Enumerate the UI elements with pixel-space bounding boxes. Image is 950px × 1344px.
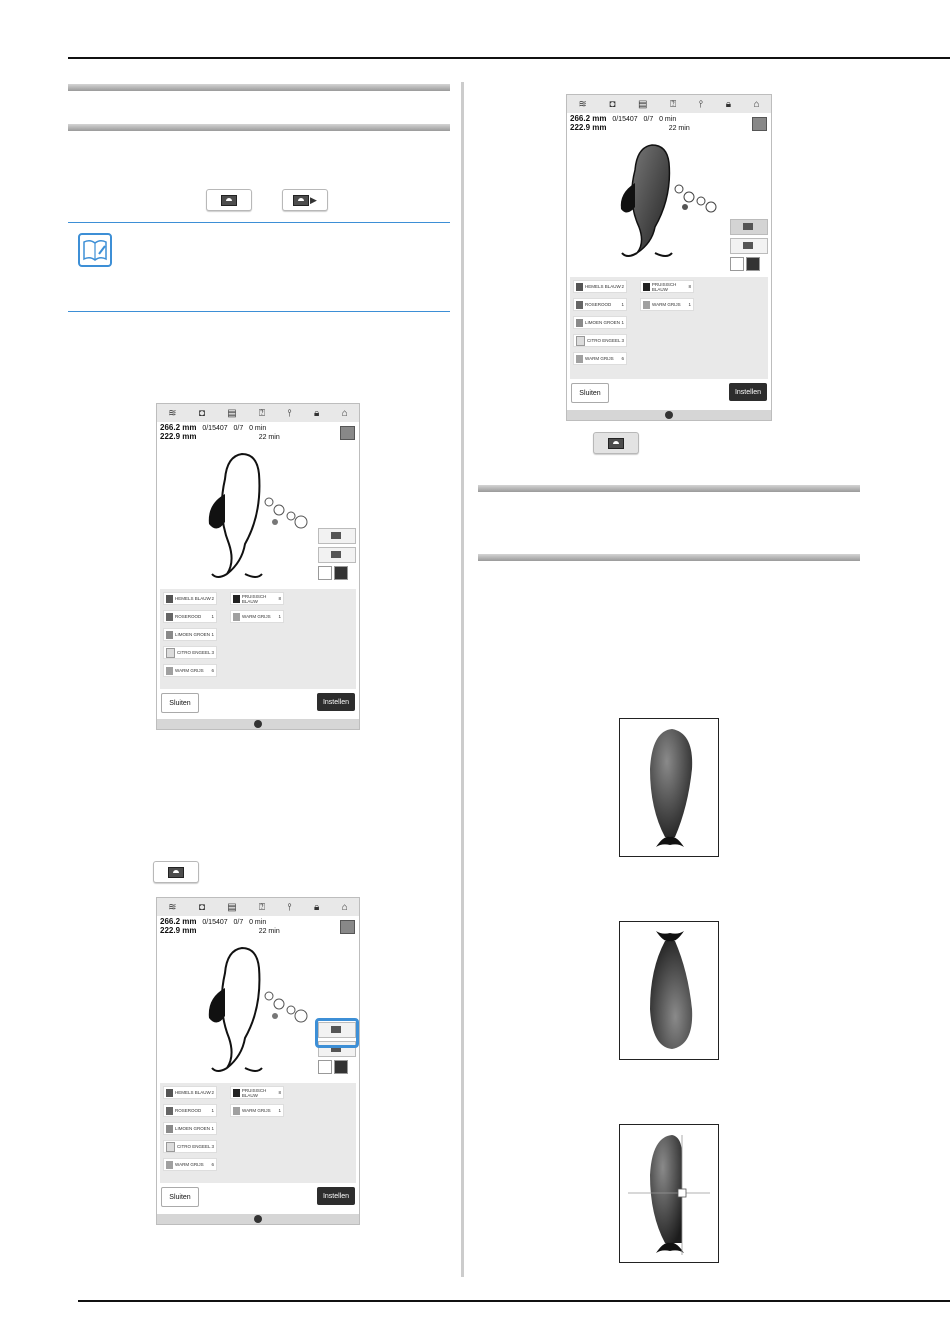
preview-arrow-button[interactable]	[730, 238, 768, 254]
camera-icon[interactable]: ◘	[198, 407, 205, 419]
thread-swatch	[233, 1107, 240, 1115]
lock-icon[interactable]: 🔒︎	[314, 901, 320, 913]
thread-swatch	[643, 283, 650, 291]
thread-item[interactable]: WARM GRIJS 1	[230, 610, 284, 623]
document-icon[interactable]: ▤	[227, 407, 237, 419]
set-button[interactable]: Instellen	[317, 693, 355, 711]
home-icon[interactable]: ⌂	[341, 407, 348, 419]
screen-normal	[156, 403, 360, 730]
camera-icon[interactable]: ◘	[198, 901, 205, 913]
thread-item[interactable]: WARM GRIJS 6	[163, 1158, 217, 1171]
image-preview-arrow-icon	[743, 242, 753, 249]
memo-line-top	[68, 222, 450, 223]
thread-swatch	[166, 1125, 173, 1133]
lock-icon[interactable]: 🔒︎	[314, 407, 320, 419]
thread-item[interactable]: HEMELS BLAUW 2	[573, 280, 627, 293]
memo-line-bottom	[68, 311, 450, 312]
thread-swatch	[576, 336, 585, 346]
thread-list	[160, 589, 356, 689]
thread-icon[interactable]: ⫯	[287, 407, 292, 419]
highlight-frame	[315, 1018, 359, 1048]
preview-button-active[interactable]	[730, 219, 768, 235]
image-preview-arrow-icon	[331, 551, 341, 558]
heading-bar-4	[478, 554, 860, 561]
screen-footer	[157, 719, 359, 729]
thread-swatch	[166, 1142, 175, 1152]
preview-key-button[interactable]	[206, 189, 252, 211]
thread-icon[interactable]: ⫯	[698, 98, 704, 110]
stitch-info: 266.2 mm 0/15407 0/7 0 min 222.9 mm 22 min	[570, 114, 690, 132]
screen-footer	[567, 410, 771, 420]
bg-white-button[interactable]	[318, 1060, 332, 1074]
thread-item[interactable]: HEMELS BLAUW 2	[163, 592, 217, 605]
thread-swatch	[166, 595, 173, 603]
preview-button[interactable]	[318, 528, 356, 544]
top-rule	[68, 57, 950, 59]
preview-image-flipped	[619, 921, 719, 1060]
thread-swatch	[576, 283, 583, 291]
thread-swatch	[576, 355, 583, 363]
screen-toolbar	[157, 898, 359, 916]
heading-bar-3	[478, 485, 860, 492]
thread-item[interactable]: ROSEROOD 1	[573, 298, 627, 311]
thread-swatch	[166, 648, 175, 658]
thread-item[interactable]: CITRO ENGEEL 3	[573, 334, 627, 347]
thread-swatch	[576, 319, 583, 327]
layout-icon[interactable]	[340, 920, 355, 934]
thread-item[interactable]: PRUISISCH BLAUW 8	[230, 1086, 284, 1099]
close-button[interactable]: Sluiten	[571, 383, 609, 403]
set-button[interactable]: Instellen	[317, 1187, 355, 1205]
thread-item[interactable]: WARM GRIJS 1	[230, 1104, 284, 1117]
thread-item[interactable]: CITRO ENGEEL 3	[163, 646, 217, 659]
thread-item[interactable]: PRUISISCH BLAUW 8	[640, 280, 694, 293]
help-icon[interactable]: ⍰	[259, 407, 266, 419]
whale-design	[187, 938, 327, 1078]
thread-swatch	[166, 667, 173, 675]
thread-swatch	[166, 613, 173, 621]
preview-key-button-step[interactable]	[153, 861, 199, 883]
thread-list	[160, 1083, 356, 1183]
thread-item[interactable]: WARM GRIJS 6	[573, 352, 627, 365]
bottom-rule	[78, 1300, 950, 1302]
thread-item[interactable]: HEMELS BLAUW 2	[163, 1086, 217, 1099]
thread-swatch	[233, 613, 240, 621]
thread-swatch	[233, 595, 240, 603]
lock-icon[interactable]: 🔒︎	[725, 98, 732, 110]
thread-item[interactable]: CITRO ENGEEL 3	[163, 1140, 217, 1153]
help-icon[interactable]: ⍰	[670, 98, 677, 110]
image-preview-icon	[331, 532, 341, 539]
screen-highlight	[156, 897, 360, 1225]
bg-dark-button[interactable]	[746, 257, 760, 271]
help-icon[interactable]: ⍰	[259, 901, 266, 913]
preview-arrow-button[interactable]	[318, 547, 356, 563]
screen-footer	[157, 1214, 359, 1224]
stitch-info: 266.2 mm 0/15407 0/7 0 min 222.9 mm 22 min	[160, 917, 280, 935]
thread-item[interactable]: LIMOEN GROEN 1	[163, 1122, 217, 1135]
layout-icon[interactable]	[752, 117, 767, 131]
screen-preview	[566, 94, 772, 421]
heading-bar-1	[68, 84, 450, 91]
whale-design-preview	[597, 135, 737, 275]
column-divider	[461, 82, 464, 1277]
home-icon[interactable]: ⌂	[753, 98, 760, 110]
image-preview-icon	[168, 867, 184, 878]
wifi-icon[interactable]: ≋	[578, 98, 587, 110]
wifi-icon[interactable]: ≋	[168, 407, 177, 419]
set-button[interactable]: Instellen	[729, 383, 767, 401]
screen-toolbar	[567, 95, 771, 113]
thread-swatch	[576, 301, 583, 309]
layout-icon[interactable]	[340, 426, 355, 440]
thread-item[interactable]: ROSEROOD 1	[163, 610, 217, 623]
chevron-down-icon[interactable]	[254, 1215, 262, 1223]
stitch-info: 266.2 mm 0/15407 0/7 0 min 222.9 mm 22 min	[160, 423, 280, 441]
image-preview-icon	[743, 223, 753, 230]
thread-swatch	[233, 1089, 240, 1097]
thread-item[interactable]: ROSEROOD 1	[163, 1104, 217, 1117]
bg-dark-button[interactable]	[334, 1060, 348, 1074]
thread-swatch	[643, 301, 650, 309]
heading-bar-2	[68, 124, 450, 131]
chevron-down-icon[interactable]	[254, 720, 262, 728]
image-preview-icon	[608, 438, 624, 449]
thread-icon[interactable]: ⫯	[287, 901, 292, 913]
thread-item[interactable]: LIMOEN GROEN 1	[573, 316, 627, 329]
thread-swatch	[166, 1089, 173, 1097]
thread-list	[570, 277, 768, 379]
bg-white-button[interactable]	[730, 257, 744, 271]
home-icon[interactable]: ⌂	[341, 901, 348, 913]
image-preview-arrow-icon	[293, 195, 309, 206]
screen-toolbar	[157, 404, 359, 422]
close-button[interactable]: Sluiten	[161, 1187, 199, 1207]
thread-swatch	[166, 1107, 173, 1115]
thread-item[interactable]: WARM GRIJS 1	[640, 298, 694, 311]
camera-icon[interactable]: ◘	[609, 98, 616, 110]
preview-image-normal	[619, 718, 719, 857]
document-icon[interactable]: ▤	[227, 901, 237, 913]
preview-key-button-active[interactable]	[593, 432, 639, 454]
side-buttons	[730, 219, 768, 275]
thread-item[interactable]: WARM GRIJS 6	[163, 664, 217, 677]
close-button[interactable]: Sluiten	[161, 693, 199, 713]
preview-image-half	[619, 1124, 719, 1263]
bg-dark-button[interactable]	[334, 566, 348, 580]
whale-design	[187, 444, 327, 584]
preview-arrow-key-button[interactable]: ▶	[282, 189, 328, 211]
thread-item[interactable]: PRUISISCH BLAUW 8	[230, 592, 284, 605]
thread-swatch	[166, 1161, 173, 1169]
bg-white-button[interactable]	[318, 566, 332, 580]
chevron-down-icon[interactable]	[665, 411, 673, 419]
document-icon[interactable]: ▤	[638, 98, 648, 110]
memo-icon	[78, 233, 112, 267]
image-preview-icon	[221, 195, 237, 206]
side-buttons	[318, 528, 356, 584]
wifi-icon[interactable]: ≋	[168, 901, 177, 913]
thread-swatch	[166, 631, 173, 639]
thread-item[interactable]: LIMOEN GROEN 1	[163, 628, 217, 641]
